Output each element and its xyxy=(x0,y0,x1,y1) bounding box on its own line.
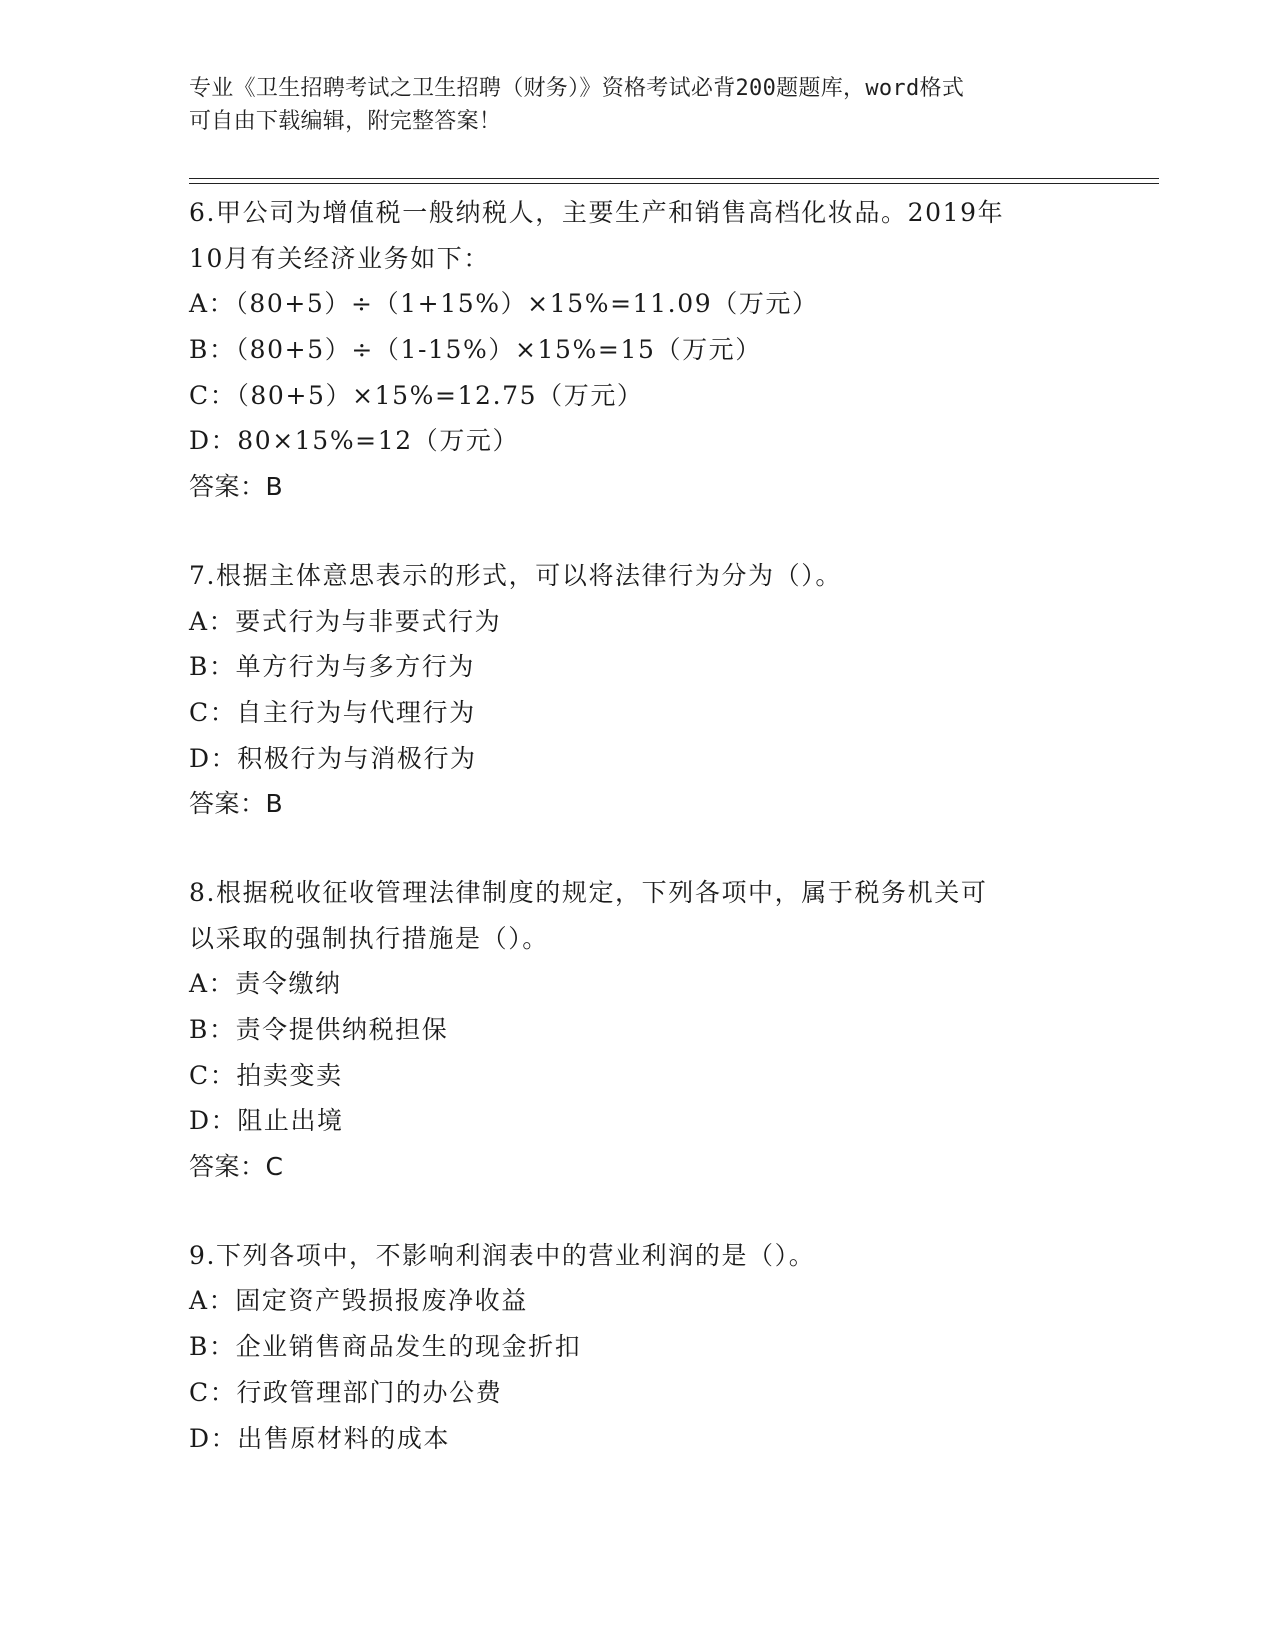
question-stem-line: 9.下列各项中，不影响利润表中的营业利润的是（）。 xyxy=(189,1240,816,1270)
option-a: A：要式行为与非要式行为 xyxy=(189,606,502,636)
question-stem-line: 7.根据主体意思表示的形式，可以将法律行为分为（）。 xyxy=(189,560,842,590)
question-list xyxy=(189,190,1089,1461)
answer-label: 答案：B xyxy=(189,472,284,502)
option-a: A：（80+5）÷（1+15%）×15%=11.09（万元） xyxy=(189,289,819,319)
option-c: C：自主行为与代理行为 xyxy=(189,697,476,727)
option-c: C：拍卖变卖 xyxy=(189,1060,343,1090)
option-b: B：单方行为与多方行为 xyxy=(189,652,475,682)
question-stem-line: 6.甲公司为增值税一般纳税人，主要生产和销售高档化妆品。2019年 xyxy=(189,198,1005,227)
header-divider-bottom xyxy=(189,183,1159,184)
option-d: D：阻止出境 xyxy=(189,1106,344,1136)
question-7 xyxy=(189,553,1089,827)
question-spacer xyxy=(189,1190,1089,1233)
header-line-2: 可自由下载编辑，附完整答案！ xyxy=(189,109,502,134)
option-a: A：责令缴纳 xyxy=(189,969,342,999)
option-d: D：积极行为与消极行为 xyxy=(189,743,477,773)
document-header xyxy=(189,72,1089,138)
question-8 xyxy=(189,870,1089,1190)
option-d: D：出售原材料的成本 xyxy=(189,1423,451,1453)
question-6 xyxy=(189,190,1089,510)
question-stem-line: 8.根据税收征收管理法律制度的规定，下列各项中，属于税务机关可 xyxy=(189,877,988,907)
question-9 xyxy=(189,1233,1089,1461)
option-d: D：80×15%=12（万元） xyxy=(189,426,520,456)
option-b: B：企业销售商品发生的现金折扣 xyxy=(189,1332,582,1362)
option-b: B：责令提供纳税担保 xyxy=(189,1015,449,1044)
question-stem-line: 10月有关经济业务如下： xyxy=(189,243,491,273)
question-stem-line: 以采取的强制执行措施是（）。 xyxy=(189,923,549,953)
option-c: C：（80+5）×15%=12.75（万元） xyxy=(189,380,644,410)
question-spacer xyxy=(189,827,1089,870)
option-c: C：行政管理部门的办公费 xyxy=(189,1377,503,1407)
answer-label: 答案：C xyxy=(189,1152,284,1182)
header-divider-top xyxy=(189,178,1159,179)
header-line-1: 专业《卫生招聘考试之卫生招聘（财务）》资格考试必背200题题库，word格式 xyxy=(189,76,965,101)
option-b: B：（80+5）÷（1-15%）×15%=15（万元） xyxy=(189,335,762,365)
answer-label: 答案：B xyxy=(189,789,284,819)
option-a: A：固定资产毁损报废净收益 xyxy=(189,1286,528,1316)
question-spacer xyxy=(189,510,1089,553)
